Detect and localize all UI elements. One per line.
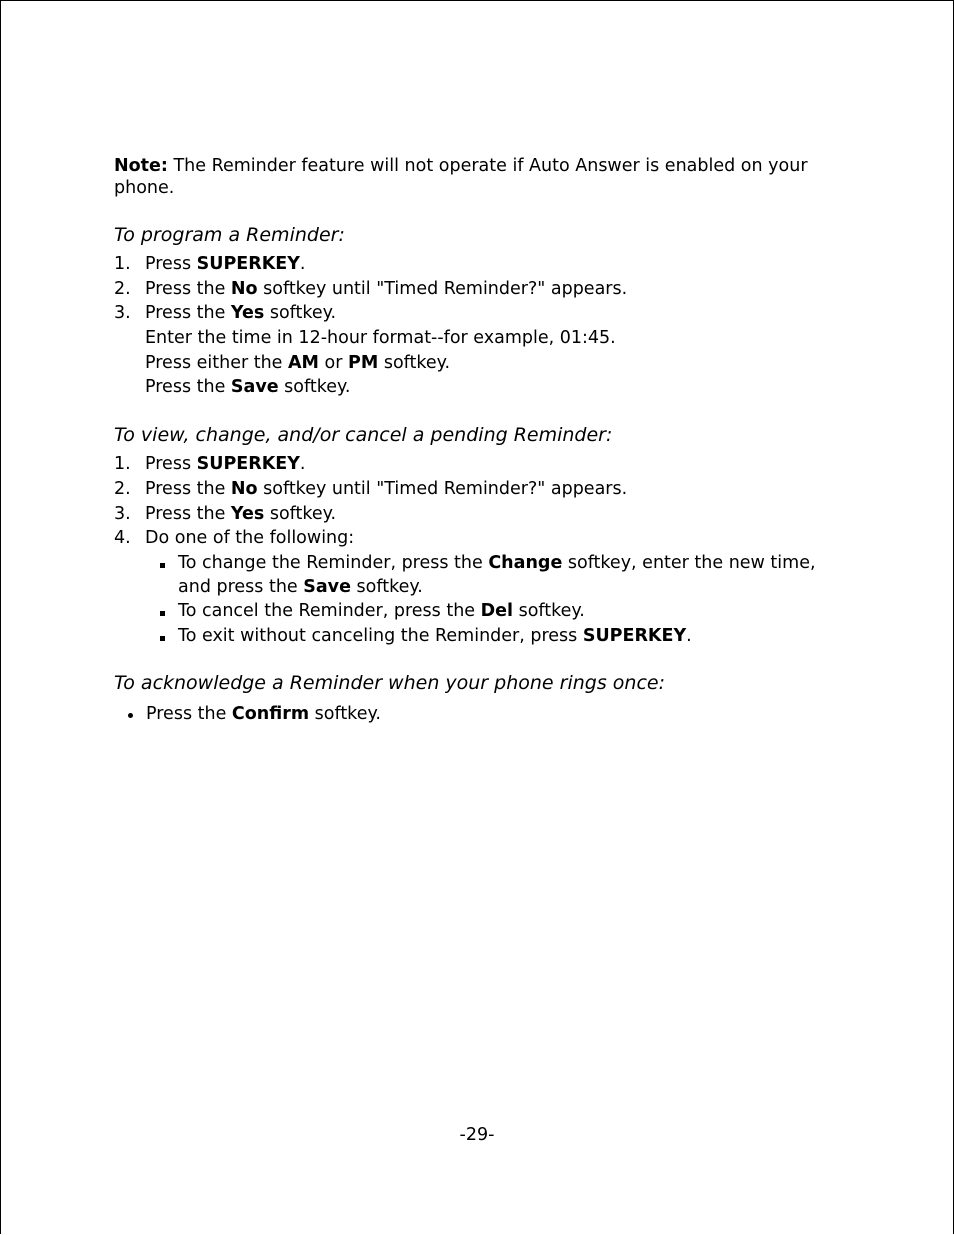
square-bullet-icon: [160, 563, 165, 568]
list-item: [114, 702, 824, 726]
view-change-steps-list: [114, 452, 824, 648]
key-name: Save: [230, 377, 279, 398]
sub-list-item: [114, 551, 824, 600]
step-text: Press: [145, 454, 197, 475]
step-text: Press the: [145, 377, 231, 398]
step-text: Enter the time in 12-hour format--for example, 01:45.: [145, 328, 616, 349]
step-number: 4.: [114, 528, 131, 549]
square-bullet-icon: [160, 611, 165, 616]
note-paragraph: [114, 155, 824, 199]
round-bullet-icon: [128, 713, 133, 718]
step-text: Press either the: [145, 352, 289, 373]
step-text: .: [299, 454, 306, 475]
list-item: [114, 526, 824, 551]
step-text: softkey.: [309, 704, 381, 725]
step-text: softkey.: [264, 503, 337, 524]
key-name: Change: [488, 552, 563, 573]
key-name: SUPERKEY: [582, 625, 687, 646]
step-text: .: [686, 625, 692, 646]
sub-item-text: [178, 601, 585, 621]
list-item-continuation: [114, 326, 824, 351]
document-body: [114, 155, 824, 726]
step-text: softkey.: [513, 601, 585, 622]
sub-list-item: [114, 624, 824, 648]
step-number: 2.: [114, 278, 131, 299]
key-name: PM: [348, 352, 379, 373]
list-item: [114, 452, 824, 477]
list-item: [114, 477, 824, 502]
step-text: To cancel the Reminder, press the: [178, 601, 481, 622]
step-text: softkey until "Timed Reminder?" appears.: [257, 478, 628, 499]
step-text: softkey, enter the new time, and press the: [178, 552, 816, 598]
key-name: Yes: [230, 303, 265, 324]
note-label: Note:: [114, 156, 168, 176]
program-steps-list: [114, 252, 824, 400]
key-name: AM: [288, 352, 319, 373]
step-text: softkey until "Timed Reminder?" appears.: [257, 278, 628, 299]
step-number: 3.: [114, 503, 131, 524]
step-text: Press the: [145, 278, 231, 299]
page-number: -29-: [459, 1125, 495, 1145]
step-text: Press the: [146, 704, 232, 725]
step-text: softkey.: [264, 303, 337, 324]
step-text: Press the: [145, 478, 231, 499]
step-text: Do one of the following:: [145, 528, 355, 549]
list-item: [114, 301, 824, 326]
key-name: SUPERKEY: [196, 254, 300, 274]
section-heading-view-change-cancel: To view, change, and/or cancel a pending Reminder:: [114, 424, 613, 447]
step-text: Press the: [145, 303, 231, 324]
key-name: Save: [303, 577, 351, 598]
sub-list-item: [114, 599, 824, 623]
key-name: Del: [480, 601, 514, 622]
step-text: softkey.: [378, 352, 451, 373]
step-number: 1.: [114, 454, 131, 475]
step-text: .: [299, 254, 306, 274]
key-name: Yes: [230, 503, 265, 524]
note-text: The Reminder feature will not operate if Auto Answer is enabled on your phone.: [114, 156, 808, 198]
sub-item-text: [178, 553, 816, 597]
step-text: softkey.: [350, 577, 423, 598]
step-number: 1.: [114, 254, 131, 274]
list-item-continuation: [114, 351, 824, 376]
list-item-continuation: [114, 375, 824, 400]
key-name: SUPERKEY: [196, 454, 300, 475]
step-number: 3.: [114, 303, 131, 324]
square-bullet-icon: [160, 636, 165, 641]
step-text: To exit without canceling the Reminder, press: [178, 625, 583, 646]
step-number: 2.: [114, 478, 131, 499]
step-text: softkey.: [278, 377, 351, 398]
key-name: Confirm: [231, 704, 310, 725]
list-item: [114, 252, 824, 277]
list-item: [114, 502, 824, 527]
key-name: No: [230, 278, 258, 299]
sub-item-text: [178, 626, 692, 646]
step-text: To change the Reminder, press the: [178, 552, 489, 573]
step-text: Press the: [145, 503, 231, 524]
step-text: Press: [145, 254, 197, 274]
section-heading-acknowledge: To acknowledge a Reminder when your phone rings once:: [114, 672, 665, 695]
list-item: [114, 277, 824, 302]
section-heading-program: To program a Reminder:: [114, 224, 345, 246]
key-name: No: [230, 478, 258, 499]
step-text: or: [318, 352, 349, 373]
